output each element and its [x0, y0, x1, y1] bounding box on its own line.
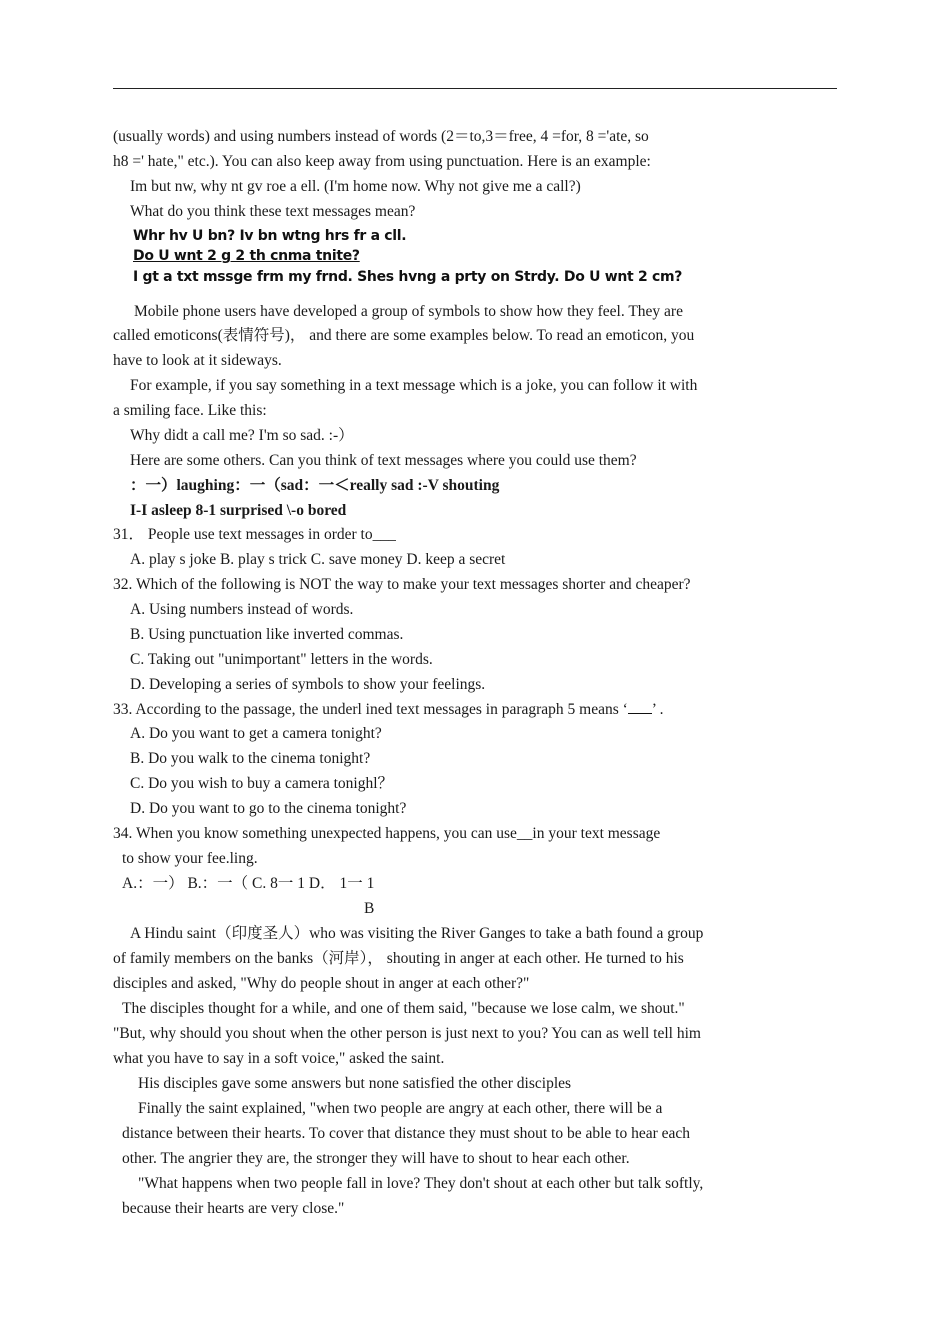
text-line: Why didt a call me? I'm so sad. :-）	[130, 427, 354, 444]
passage-line: disciples and asked, "Why do people shout in anger at each other?"	[113, 975, 530, 992]
sms-example-3: I gt a txt mssge frm my frnd. Shes hvng a prty on Strdy. Do U wnt 2 cm?	[133, 269, 683, 285]
passage-line: His disciples gave some answers but none satisfied the other disciples	[138, 1075, 572, 1092]
text-line: (usually words) and using numbers instead of words (2＝to,3＝free, 4 =for, 8 ='ate, so	[113, 128, 649, 145]
question-31-options: A. play s joke B. play s trick C. save money D. keep a secret	[130, 551, 506, 568]
section-heading: B	[364, 900, 375, 917]
text-line: What do you think these text messages mean?	[130, 203, 416, 220]
text-line: Im but nw, why nt gv roe a ell. (I'm home now. Why not give me a call?)	[130, 178, 581, 195]
passage-line: A Hindu saint（印度圣人）who was visiting the River Ganges to take a bath found a group	[130, 925, 704, 942]
question-33-text: 33. According to the passage, the underl ined text messages in paragraph 5 means ‘	[113, 701, 628, 718]
question-34: 34. When you know something unexpected happens, you can use__in your text message	[113, 825, 661, 842]
question-33-end: ’ .	[651, 701, 664, 718]
option: C. Taking out "unimportant" letters in the words.	[130, 651, 433, 668]
passage-line: Finally the saint explained, "when two people are angry at each other, there will be a	[138, 1100, 663, 1117]
option: A. Do you want to get a camera tonight?	[130, 725, 382, 742]
emoticon-list: I-I asleep 8-1 surprised \-o bored	[130, 502, 347, 519]
option: D. Developing a series of symbols to show your feelings.	[130, 676, 486, 693]
question-34-cont: to show your fee.ling.	[122, 850, 258, 867]
text-line: Here are some others. Can you think of text messages where you could use them?	[130, 452, 637, 469]
sms-example-1: Whr hv U bn? Iv bn wtng hrs fr a cll.	[133, 228, 407, 244]
option: B. Do you walk to the cinema tonight?	[130, 750, 371, 767]
emoticon-list: ：一）laughing：一（sad：一＜really sad :-V shouting	[130, 477, 500, 494]
passage-line: of family members on the banks（河岸）， shouting in anger at each other. He turned to his	[113, 950, 684, 967]
question-32: 32. Which of the following is NOT the way to make your text messages shorter and cheaper?	[113, 576, 691, 593]
passage-line: "What happens when two people fall in love? They don't shout at each other but talk softly,	[138, 1175, 704, 1192]
passage-line: "But, why should you shout when the other person is just next to you? You can as well tell him	[113, 1025, 701, 1042]
passage-line: other. The angrier they are, the stronger they will have to shout to hear each other.	[122, 1150, 630, 1167]
passage-line: distance between their hearts. To cover that distance they must shout to be able to hear each	[122, 1125, 691, 1142]
text-line: have to look at it sideways.	[113, 352, 282, 369]
answer-blank	[628, 701, 652, 714]
question-31: 31． People use text messages in order to___	[113, 526, 396, 543]
text-line: Mobile phone users have developed a group of symbols to show how they feel. They are	[134, 303, 683, 320]
passage-line: The disciples thought for a while, and one of them said, "because we lose calm, we shout."	[122, 1000, 685, 1017]
header-rule	[113, 88, 837, 89]
passage-line: because their hearts are very close."	[122, 1200, 345, 1217]
option: D. Do you want to go to the cinema tonight?	[130, 800, 407, 817]
sms-example-2: Do U wnt 2 g 2 th cnma tnite?	[133, 248, 360, 264]
text-line: called emoticons(表情符号)， and there are some examples below. To read an emoticon, you	[113, 327, 695, 344]
option: C. Do you wish to buy a camera tonighl？	[130, 775, 394, 792]
text-line: h8 =' hate," etc.). You can also keep away from using punctuation. Here is an example:	[113, 153, 651, 170]
text-line: For example, if you say something in a text message which is a joke, you can follow it with	[130, 377, 698, 394]
question-33	[113, 700, 664, 720]
question-34-options: A.：一） B.：一（ C. 8一 1 D． 1一 1	[122, 875, 375, 892]
option: A. Using numbers instead of words.	[130, 601, 354, 618]
option: B. Using punctuation like inverted commas.	[130, 626, 404, 643]
passage-line: what you have to say in a soft voice," asked the saint.	[113, 1050, 445, 1067]
text-line: a smiling face. Like this:	[113, 402, 267, 419]
